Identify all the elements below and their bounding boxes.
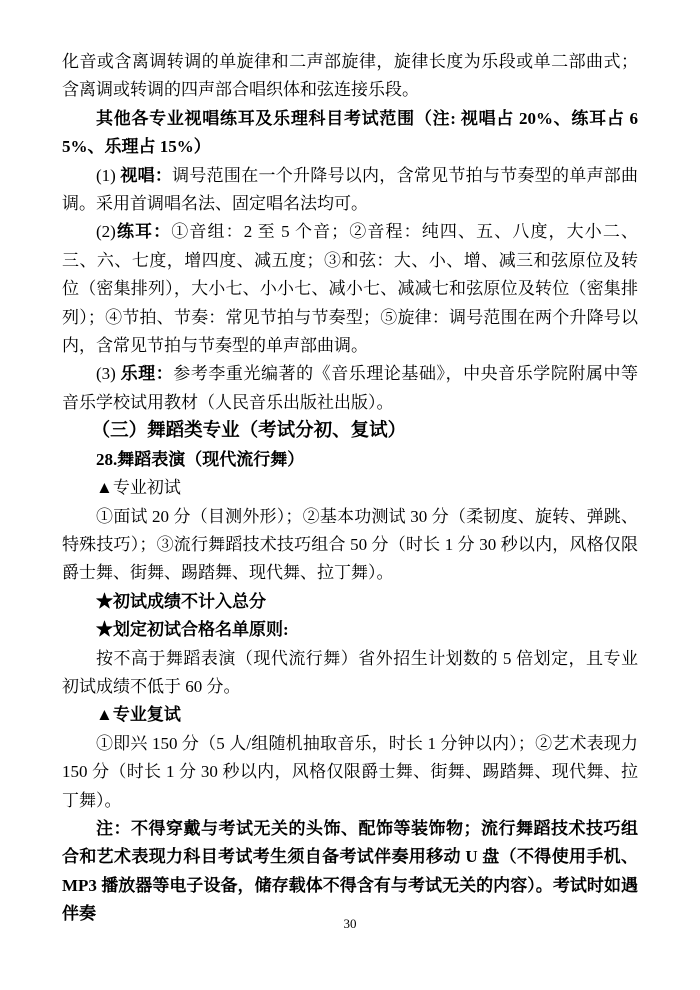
text-run: 调号范围在一个升降号以内，含常见节拍与节奏型的单声部曲调。采用首调唱名法、固定唱名法均可。 <box>62 165 639 214</box>
text-run: ▲专业复试 <box>96 705 181 725</box>
heading-dance-majors <box>62 417 638 445</box>
para-other-majors-exam-scope <box>62 105 638 162</box>
para-final-exam-items <box>62 730 638 815</box>
text-run: 乐理： <box>120 364 174 384</box>
text-run: 化音或含离调转调的单旋律和二声部旋律，旋律长度为乐段或单二部曲式；含离调或转调的四声部合唱织体和弦连接乐段。 <box>62 52 638 100</box>
text-run: ▲专业初试 <box>96 478 181 498</box>
para-final-exam-label <box>62 701 638 729</box>
para-preliminary-not-counted <box>62 588 638 616</box>
para-preliminary-exam-label <box>62 474 638 502</box>
text-run: (1) <box>96 165 121 185</box>
para-sightsinging <box>62 162 638 219</box>
heading-dance-performance-modern-pop <box>62 446 638 474</box>
text-run: 其他各专业视唱练耳及乐理科目考试范围（注: 视唱占 20%、练耳占 65%、乐理占 15%） <box>62 108 638 157</box>
text-run: （三）舞蹈类专业（考试分初、复试） <box>91 421 407 442</box>
para-shortlist-principle <box>62 645 638 702</box>
text-run: 注：不得穿戴与考试无关的头饰、配饰等装饰物；流行舞蹈技术技巧组合和艺术表现力科目考试考生须自备考试伴奏用移动 U 盘（不得使用手机、MP3 播放器等电子设备，储存载体不得含有与考试无关的内容）。考试时如遇伴奏 <box>62 818 638 924</box>
para-preliminary-exam-items <box>62 503 638 588</box>
para-music-theory <box>62 360 638 417</box>
text-run: ①即兴 150 分（5 人/组随机抽取音乐，时长 1 分钟以内）；②艺术表现力 150 分（时长 1 分 30 秒以内，风格仅限爵士舞、街舞、踢踏舞、现代舞、拉丁舞）。 <box>62 733 638 810</box>
text-run: (3) <box>96 364 121 384</box>
text-run: (2) <box>96 222 116 242</box>
text-run: 按不高于舞蹈表演（现代流行舞）省外招生计划数的 5 倍划定，且专业初试成绩不低于 60 分。 <box>62 648 638 696</box>
para-shortlist-principle-title <box>62 616 638 644</box>
text-run: 28.舞蹈表演（现代流行舞） <box>96 449 305 469</box>
text-run: 练耳： <box>115 222 172 242</box>
text-run: ①面试 20 分（目测外形）；②基本功测试 30 分（柔韧度、旋转、弹跳、特殊技巧）；③流行舞蹈技术技巧组合 50 分（时长 1 分 30 秒以内，风格仅限爵士舞、街舞、踢踏舞、现代舞、拉丁舞）。 <box>62 506 638 583</box>
text-run: 视唱： <box>120 165 173 185</box>
text-run: ①音组：2 至 5 个音；②音程：纯四、五、八度，大小二、三、六、七度，增四度、减五度；③和弦：大、小、增、减三和弦原位及转位（密集排列），大小七、小小七、减小七、减减七和弦原位及转位（密集排列）；④节拍、节奏：常见节拍与节奏型；⑤旋律：调号范围在两个升降号以内，含常见节拍与节奏型的单声部曲调。 <box>62 222 639 356</box>
text-run: ★划定初试合格名单原则: <box>96 620 289 640</box>
text-run: 参考李重光编著的《音乐理论基础》，中央音乐学院附属中等音乐学校试用教材（人民音乐出版社出版）。 <box>62 364 639 412</box>
para-ear-training <box>62 218 638 360</box>
para-sightsinging-melody-continued <box>62 48 638 105</box>
page-number: 30 <box>343 916 357 931</box>
text-run: ★初试成绩不计入总分 <box>96 591 266 611</box>
para-note <box>62 815 638 929</box>
document-body <box>62 48 638 929</box>
